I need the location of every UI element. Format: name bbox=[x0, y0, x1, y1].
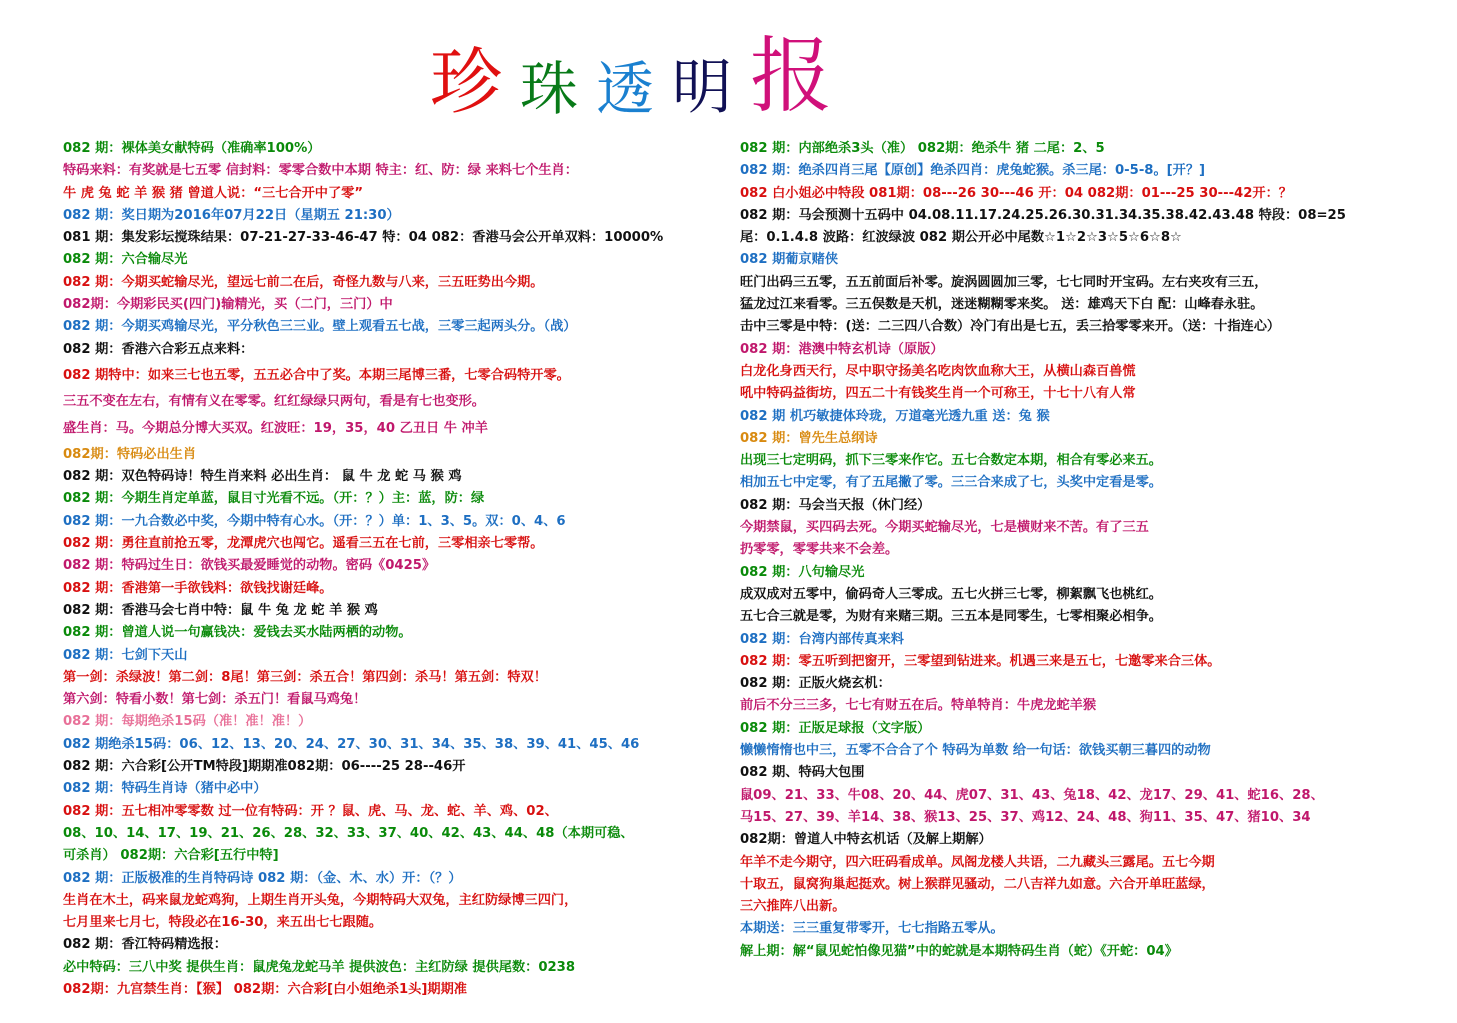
right-text-line: 082 期：港澳中特玄机诗（原版） bbox=[740, 341, 944, 357]
left-text-line: 081 期：集发彩坛搅珠结果：07-21-27-33-46-47 特：04 082：香港马会公开单双料：10000% bbox=[63, 230, 664, 246]
right-text-line: 082 期葡京赌侠 bbox=[740, 252, 839, 268]
left-text-line: 三五不变在左右，有情有义在零零。红红绿绿只两句，看是有七也变形。 bbox=[63, 394, 485, 410]
left-text-line: 082 期：香港马会七肖中特：鼠 牛 兔 龙 蛇 羊 猴 鸡 bbox=[63, 602, 378, 618]
left-text-line: 牛 虎 兔 蛇 羊 猴 猪 曾道人说：“三七合开中了零” bbox=[63, 185, 364, 201]
left-text-line: 082 期：六合输尽光 bbox=[63, 252, 188, 268]
left-text-line: 第一剑：杀绿波！第二剑：8尾！第三剑：杀五合！第四剑：杀马！第五剑：特双！ bbox=[63, 669, 547, 685]
right-text-line: 082期：曾道人中特玄机话（及解上期解） bbox=[740, 832, 992, 848]
right-text-line: 082 期：曾先生总纲诗 bbox=[740, 430, 878, 446]
right-text-line: 082 白小姐必中特段 081期：08---26 30---46 开：04 082期：01---25 30---42开：？ bbox=[740, 185, 1292, 201]
left-text-line: 082 期：香江特码精选报： bbox=[63, 937, 227, 953]
right-text-line: 082 期：八句输尽光 bbox=[740, 564, 865, 580]
title-char-1: 珍 bbox=[430, 40, 503, 124]
left-text-line: 082 期绝杀15码：06、12、13、20、24、27、30、31、34、35、38、39、41、45、46 bbox=[63, 736, 640, 752]
right-text-line: 旺门出码三五零，五五前面后补零。旋涡圆圆加三零，七七同时开宝码。左右夹攻有三五， bbox=[740, 274, 1268, 290]
title-char-4: 明 bbox=[672, 53, 733, 123]
left-text-line: 082 期：勇往直前抢五零，龙潭虎穴也闯它。遥看三五在七前，三零相亲七零帮。 bbox=[63, 536, 544, 552]
right-text-line: 猛龙过江来看零。三五俣数是天机，迷迷糊糊零来奖。 送：雄鸡天下白 配：山峰春永驻。 bbox=[740, 297, 1264, 313]
left-text-line: 082 期：奖日期为2016年07月22日（星期五 21:30） bbox=[63, 207, 400, 223]
title-char-5: 报 bbox=[750, 29, 833, 124]
right-text-line: 十取五，鼠窝狗巢起挺欢。树上猴群见骚动，二八吉祥九如意。六合开单旺蓝绿， bbox=[740, 876, 1215, 892]
left-text-line: 可杀肖） 082期：六合彩[五行中特] bbox=[63, 848, 279, 864]
right-text-line: 082 期：正版火烧玄机： bbox=[740, 676, 891, 692]
right-text-line: 相加五七中定零，有了五尾撇了零。三三合来成了七，头奖中定看是零。 bbox=[740, 475, 1162, 491]
right-text-line: 年羊不走今期守，四六旺码看成单。凤阁龙楼人共语，二九藏头三露尾。五七今期 bbox=[740, 854, 1215, 870]
title-char-3: 透 bbox=[596, 55, 655, 123]
left-text-line: 082 期：今期生肖定单蓝，鼠目寸光看不远。（开：？）主：蓝，防：绿 bbox=[63, 491, 485, 507]
left-text-line: 082 期：六合彩[公开TM特段]期期准082期：06----25 28--46开 bbox=[63, 759, 466, 775]
left-text-line: 082 期：七剑下天山 bbox=[63, 647, 188, 663]
right-text-line: 五七合三就是零，为财有来赌三期。三五本是同零生，七零相聚必相争。 bbox=[740, 609, 1162, 625]
right-text-line: 懒懒惰惰也中三，五零不合合了个 特码为单数 给一句话：欲钱买朝三暮四的动物 bbox=[740, 743, 1211, 759]
left-text-line: 082 期：每期绝杀15码（准！准！准！） bbox=[63, 714, 312, 730]
left-text-line: 盛生肖：马。今期总分博大买双。红波旺：19，35，40 乙丑日 牛 冲羊 bbox=[63, 420, 488, 436]
left-text-line: 082 期：今期买鸡输尽光，平分秋色三三业。壁上观看五七战，三零三起两头分。（战） bbox=[63, 319, 577, 335]
right-text-line: 082 期：内部绝杀3头（准） 082期：绝杀牛 猪 二尾：2、5 bbox=[740, 141, 1105, 156]
left-text-line: 082 期：今期买蛇输尽光，望远七前二在后，奇怪九数与八来，三五旺势出今期。 bbox=[63, 274, 544, 290]
left-text-line: 082 期特中：如来三七也五零，五五必合中了奖。本期三尾博三番，七零合码特开零。 bbox=[63, 367, 570, 383]
left-text-line: 生肖在木土，码来鼠龙蛇鸡狗，上期生肖开头兔，今期特码大双兔，主红防绿博三四门， bbox=[63, 892, 578, 908]
right-text-line: 尾：0.1.4.8 波路：红波绿波 082 期公开必中尾数☆1☆2☆3☆5☆6☆8☆ bbox=[740, 230, 1182, 246]
right-text-line: 082 期 机巧敏捷体玲珑，万道毫光透九重 送：兔 猴 bbox=[740, 408, 1050, 424]
right-text-line: 082 期：马会当天报（休门经） bbox=[740, 497, 931, 513]
left-text-line: 082期：特码必出生肖 bbox=[63, 446, 197, 462]
right-text-line: 击中三零是中特：(送：二三四八合数）冷门有出是七五，丢三拾零零来开。（送：十指连心） bbox=[740, 319, 1281, 335]
right-column bbox=[740, 138, 1440, 963]
left-text-line: 082 期：双色特码诗！特生肖来料 必出生肖： 鼠 牛 龙 蛇 马 猴 鸡 bbox=[63, 469, 462, 485]
left-text-line: 第六剑：特看小数！第七剑：杀五门！看鼠马鸡兔！ bbox=[63, 692, 367, 708]
right-text-line: 082 期：绝杀四肖三尾【原创】绝杀四肖：虎兔蛇猴。杀三尾：0-5-8。[开？] bbox=[740, 163, 1206, 179]
left-text-line: 082 期：特码过生日：欲钱买最爱睡觉的动物。密码《0425》 bbox=[63, 558, 436, 574]
right-text-line: 082 期：台湾内部传真来料 bbox=[740, 631, 904, 647]
right-text-line: 082 期：马会预测十五码中 04.08.11.17.24.25.26.30.31.34.35.38.42.43.48 特段：08=25 bbox=[740, 207, 1346, 223]
left-text-line: 08、10、14、17、19、21、26、28、32、33、37、40、42、43、44、48（本期可稳、 bbox=[63, 825, 634, 841]
right-text-line: 本期送：三三重复带零开，七七指路五零从。 bbox=[740, 921, 1004, 937]
title-char-2: 珠 bbox=[520, 55, 579, 123]
right-text-line: 三六推阵八出新。 bbox=[740, 899, 846, 915]
page-title bbox=[430, 29, 833, 124]
left-text-line: 082 期：曾道人说一句赢钱决：爱钱去买水陆两栖的动物。 bbox=[63, 625, 412, 641]
left-text-line: 必中特码：三八中奖 提供生肖：鼠虎兔龙蛇马羊 提供波色：主红防绿 提供尾数：0238 bbox=[63, 959, 576, 975]
left-text-line: 082 期：正版极准的生肖特码诗 082 期：（金、木、水）开：（？） bbox=[63, 870, 462, 886]
right-text-line: 前后不分三三多，七七有财五在后。特单特肖：牛虎龙蛇羊猴 bbox=[740, 698, 1097, 714]
right-text-line: 成双成对五零中，偷码奇人三零成。五七火拼三七零，柳絮飘飞也桃红。 bbox=[740, 586, 1162, 602]
left-text-line: 082 期：香港第一手欲钱料：欲钱找谢廷峰。 bbox=[63, 580, 333, 596]
left-text-line: 七月里来七月七，特段必在16-30，来五出七七跟随。 bbox=[63, 915, 383, 931]
left-text-line: 特码来料：有奖就是七五零 信封料：零零合数中本期 特主：红、防：绿 来料七个生肖： bbox=[63, 163, 578, 179]
right-text-line: 马15、27、39、羊14、38、猴13、25、37、鸡12、24、48、狗11、35、47、猪10、34 bbox=[740, 809, 1311, 825]
left-column bbox=[63, 138, 723, 1001]
left-text-line: 082 期：裸体美女献特码（准确率100%） bbox=[63, 141, 321, 156]
left-text-line: 082 期：香港六合彩五点来料： bbox=[63, 341, 254, 357]
right-text-line: 吼中特码益街坊，四五二十有钱奖生肖一个可称王，十七十八有人常 bbox=[740, 386, 1136, 402]
right-text-line: 鼠09、21、33、牛08、20、44、虎07、31、43、兔18、42、龙17、29、41、蛇16、28、 bbox=[740, 787, 1324, 803]
right-text-line: 082 期、特码大包围 bbox=[740, 765, 865, 781]
left-text-line: 082 期：一九合数必中奖，今期中特有心水。（开：？）单：1、3、5。双：0、4、6 bbox=[63, 513, 566, 529]
right-text-line: 出现三七定明码，抓下三零来作它。五七合数定本期，相合有零必来五。 bbox=[740, 453, 1162, 469]
right-text-line: 082 期：零五听到把窗开，三零望到钻进来。机遇三来是五七，七邀零来合三体。 bbox=[740, 653, 1221, 669]
left-text-line: 082 期：特码生肖诗（猪中必中） bbox=[63, 781, 267, 797]
right-text-line: 白龙化身西天行，尽中职守扬美名吃肉饮血称大王，从横山森百兽慌 bbox=[740, 363, 1136, 379]
left-text-line: 082期：九宫禁生肖：【猴】 082期：六合彩[白小姐绝杀1头]期期准 bbox=[63, 981, 467, 997]
right-text-line: 082 期：正版足球报（文字版） bbox=[740, 720, 931, 736]
right-text-line: 解上期：解“鼠见蛇怕像见猫”中的蛇就是本期特码生肖（蛇）《开蛇：04》 bbox=[740, 943, 1178, 959]
right-text-line: 扔零零，零零共来不会差。 bbox=[740, 542, 899, 558]
left-text-line: 082 期：五七相冲零零数 过一位有特码：开 ？鼠、虎、马、龙、蛇、羊、鸡、02、 bbox=[63, 803, 558, 819]
right-text-line: 今期禁鼠，买四码去死。今期买蛇输尽光，七是横财来不苦。有了三五 bbox=[740, 520, 1149, 536]
left-text-line: 082期：今期彩民买(四门)输精光，买（二门，三门）中 bbox=[63, 297, 393, 313]
